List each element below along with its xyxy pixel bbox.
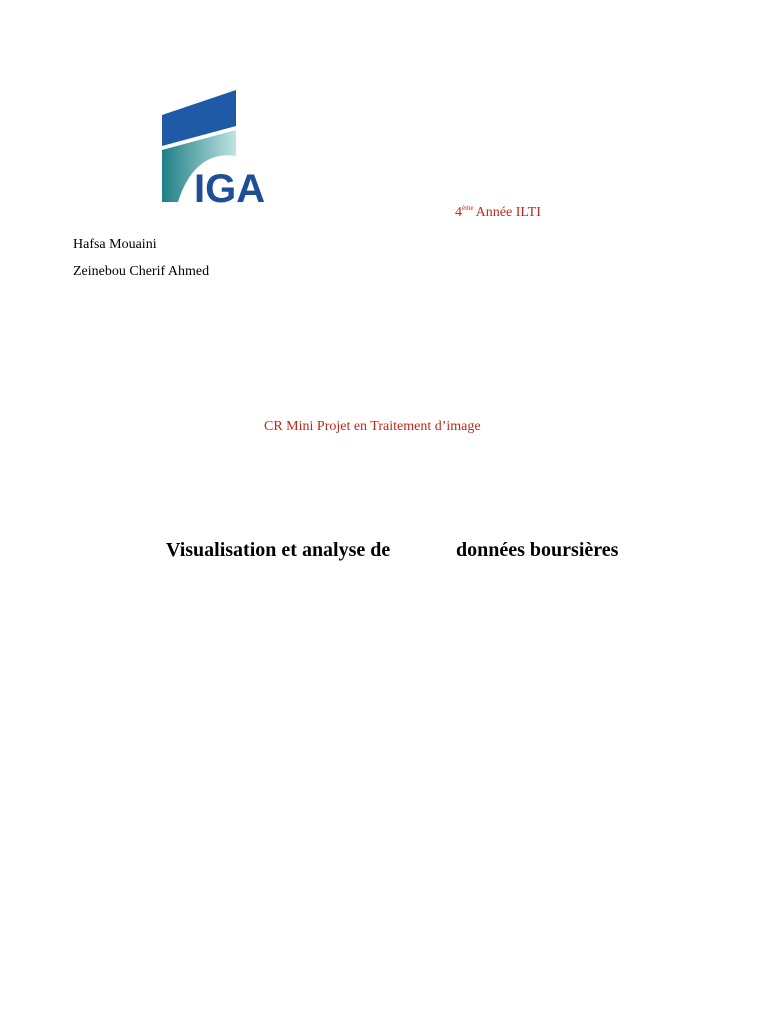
year-label: Année ILTI bbox=[475, 205, 541, 220]
year-line bbox=[455, 204, 541, 221]
report-subtitle: CR Mini Projet en Traitement d’image bbox=[264, 419, 481, 434]
author-name: Hafsa Mouaini bbox=[73, 237, 157, 252]
author-name: Zeinebou Cherif Ahmed bbox=[73, 264, 210, 279]
iga-logo bbox=[160, 90, 275, 206]
logo-text: IGA bbox=[194, 167, 266, 206]
year-number: 4 bbox=[455, 205, 462, 220]
document-title-part1: Visualisation et analyse de bbox=[166, 539, 391, 561]
year-superscript: ème bbox=[462, 204, 474, 212]
document-title-part2: données boursières bbox=[456, 539, 619, 561]
